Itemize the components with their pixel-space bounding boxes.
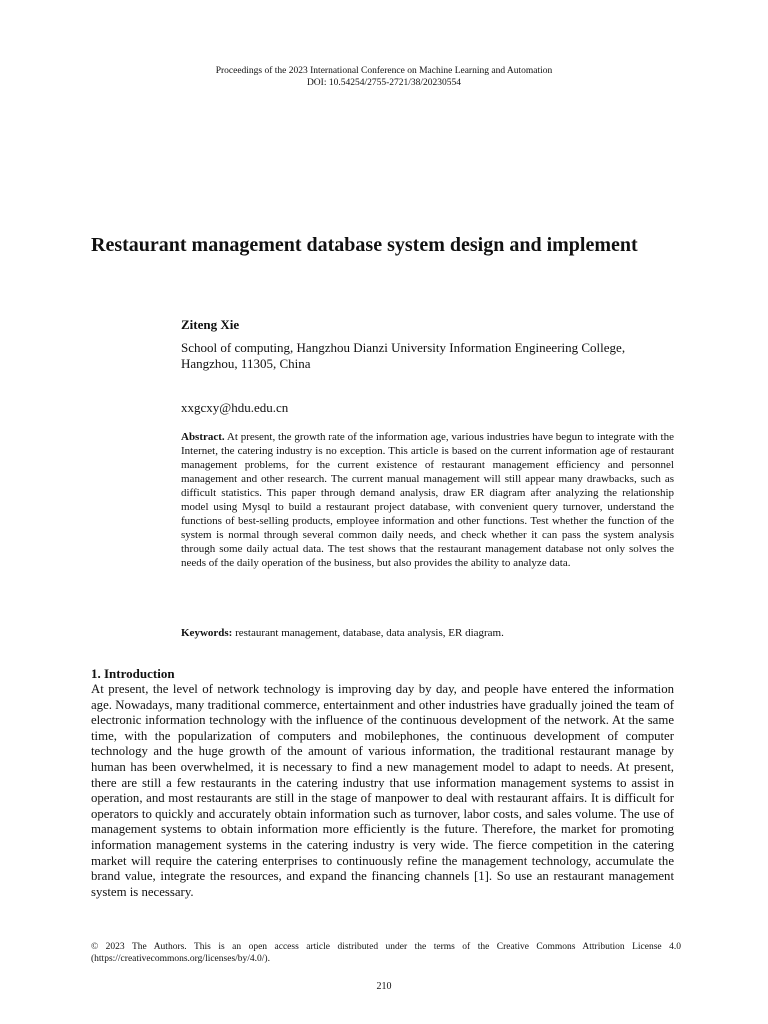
keywords: [181, 626, 674, 640]
license-footnote: © 2023 The Authors. This is an open access article distributed under the terms of the Creative Commons Attribution License 4.0 (https://creativecommons.org/licenses/by/4.0/).: [91, 942, 681, 964]
keywords-label: Keywords:: [181, 627, 233, 639]
running-header: [0, 66, 768, 89]
abstract-label: Abstract.: [181, 431, 225, 443]
author-name: Ziteng Xie: [181, 317, 240, 332]
abstract-text: At present, the growth rate of the information age, various industries have begun to integrate with the Internet, the catering industry is no exception. This article is based on the current information age of restaurant management problems, for the current existence of restaurant management efficiency and personnel management and other research. The current manual management will still appear many drawbacks, such as difficult statistics. This paper through demand analysis, draw ER diagram after analyzing the relationship model using Mysql to build a restaurant project database, with convenient query turnover, understand the functions of best-selling products, employee information and other functions. Test whether the function of the system is normal through several common daily needs, and check whether it can pass the system analysis through some daily actual data. The test shows that the restaurant management database not only solves the needs of the daily operation of the business, but also provides the ability to analyze data.: [181, 431, 674, 569]
doi-line: DOI: 10.54254/2755-2721/38/20230554: [306, 77, 462, 88]
author-email: xxgcxy@hdu.edu.cn: [181, 400, 289, 415]
page-number: 210: [376, 981, 392, 992]
paper-title: Restaurant management database system design and implement: [91, 234, 638, 256]
author-affiliation: School of computing, Hangzhou Dianzi University Information Engineering College, Hangzhou, 11305, China: [181, 340, 626, 371]
introduction-paragraph: At present, the level of network technology is improving day by day, and people have entered the information age. Nowadays, many traditional commerce, entertainment and other industries have gradually joined the team of electronic information technology with the influence of the continuous development of the network. At the same time, with the popularization of computers and mobilephones, the continuous development of computer technology and the huge growth of the amount of various information, the traditional restaurant manage by human has been overwhelmed, it is necessary to find a new management model to adapt to needs. At present, there are still a few restaurants in the catering industry that use information management systems to assist in operation, and most restaurants are still in the stage of manpower to deal with restaurant affairs. It is difficult for operators to quickly and accurately obtain information such as turnover, labor costs, and sales volume. The use of management systems to obtain information more efficiently is the future. Therefore, the market for promoting information management systems in the catering industry is very wide. The fierce competition in the catering market will require the catering enterprises to continuously refine the management technology, accumulate the brand value, integrate the resources, and expand the financing channels [1]. So use an restaurant management system is necessary.: [91, 682, 674, 899]
section-heading-introduction: 1. Introduction: [91, 666, 175, 681]
keywords-text: restaurant management, database, data analysis, ER diagram.: [235, 627, 504, 639]
abstract: [181, 430, 674, 570]
proceedings-line: Proceedings of the 2023 International Conference on Machine Learning and Automation: [215, 66, 553, 76]
